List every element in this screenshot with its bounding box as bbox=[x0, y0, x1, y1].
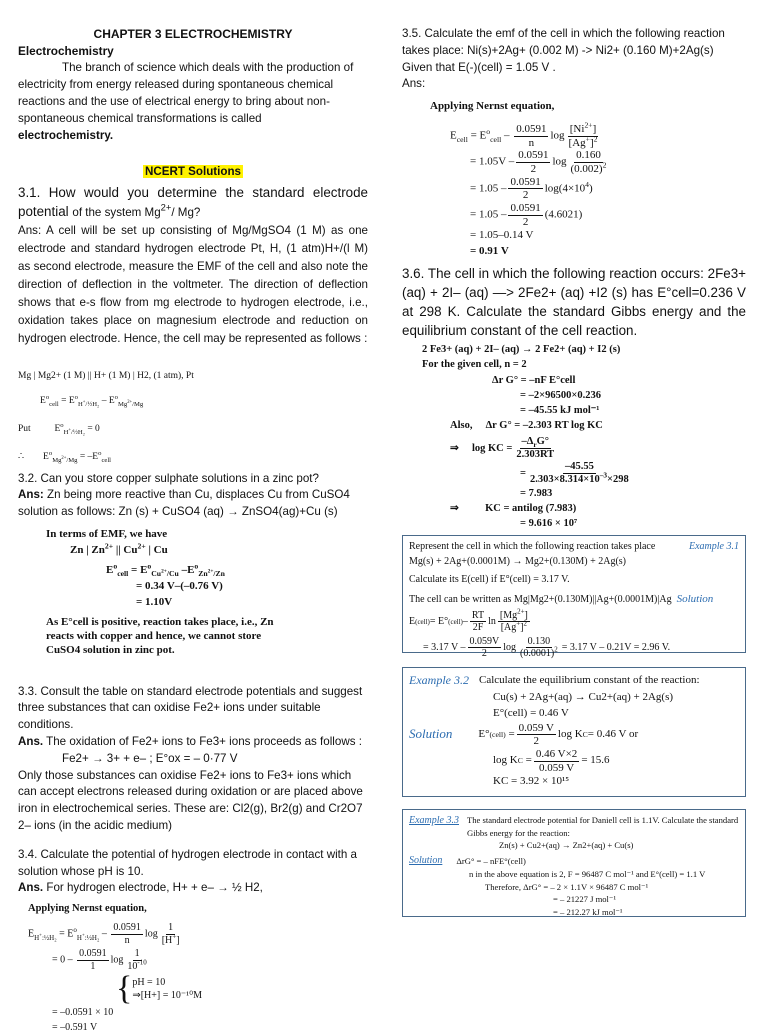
ex33-reaction: Zn(s) + Cu2+(aq) → Zn2+(aq) + Cu(s) bbox=[499, 840, 634, 851]
q36-k-val: = 7.983 bbox=[520, 487, 553, 499]
q32-answer: Ans: Zn being more reactive than Cu, displaces Cu from CuSO4 solution as follows: Zn (s) + CuSO4 (aq) → ZnSO4(ag)+Cu (s) bbox=[18, 488, 350, 519]
ex33-tag: Example 3.3 bbox=[409, 815, 459, 827]
q34-nernst: Applying Nernst equation, bbox=[28, 903, 147, 915]
ex32-reaction: Cu(s) + 2Ag+(aq) → Cu2+(aq) + 2Ag(s) bbox=[493, 690, 674, 703]
q36-g3: = –45.55 kJ mol⁻¹ bbox=[520, 405, 600, 417]
q36-g2: = –2×96500×0.236 bbox=[520, 389, 601, 401]
q31-answer: Ans: A cell will be set up consisting of Mg/MgSO4 (1 M) as one electrode and standard hydrogen electrode Pt, H, (1 atm)H+/(l M) as second electrode, measure the EMF of the cell and also note the direction of deflection in the voltmeter. The direction of deflection shows that e-s flow from mg electrode to hydrogen electrode, i.e., oxidation takes place on magnesium electrode and reduction on hydrogen electrode. Hence, the cell may be represented as follows : bbox=[18, 223, 368, 345]
ex31-nernst: E (cell) = E° (cell) – $\frac{RT}{2F}$ ln $\frac{[Mg^{2+}]}{[Ag^+]^2}$ bbox=[409, 607, 528, 634]
q35-eq4: = 1.05 – $\frac{0.0591}{2}$ (4.6021) bbox=[470, 201, 583, 228]
q32-cell: Zn | $Zn^{2+}$ || $Cu^{2+}$ | Cu bbox=[70, 541, 168, 556]
ex33-text: The standard electrode potential for Daniell cell is 1.1V. Calculate the standard Gibbs energy for the reaction: bbox=[467, 815, 739, 838]
ex32-line1: Solution E° (cell) = $\frac{0.059 V}{2}$ log K C = 0.46 V or bbox=[409, 721, 639, 748]
q32-question: 3.2. Can you store copper sulphate solutions in a zinc pot? bbox=[18, 471, 319, 485]
q34-step1: = –0.0591 × 10 bbox=[52, 1007, 114, 1019]
ex32-solution-tag: Solution bbox=[409, 726, 453, 742]
q35-ans: Ans: bbox=[402, 77, 426, 91]
q31-eq3: ∴ $E^o_{Mg^{2+}/Mg} = -E^o_{cell}$ bbox=[18, 449, 112, 464]
q35-eq2: = 1.05V – $\frac{0.0591}{2}$ log $\frac{0.160}{(0.002)^2}$ bbox=[470, 149, 607, 176]
q32-emf-final: = 1.10V bbox=[136, 595, 173, 608]
q34-ph-block: { pH = 10 ⇒[H+] = 10⁻¹⁰M bbox=[116, 970, 203, 1008]
ex31-reaction: Mg(s) + 2Ag+(0.0001M) → Mg2+(0.130M) + 2Ag(s) bbox=[409, 555, 626, 567]
example-3-1-box bbox=[402, 535, 746, 660]
ex32-tag: Example 3.2 bbox=[409, 673, 469, 688]
ex31-final: = 3.17 V – $\frac{0.059V}{2}$ log $\frac{0.130}{(0.0001)^2}$ = 3.17 V – 0.21V = 2.96 V. bbox=[423, 635, 671, 660]
q36-n: For the given cell, n = 2 bbox=[422, 359, 527, 371]
ncert-label: NCERT Solutions bbox=[145, 165, 241, 179]
q33-answer: Ans. The oxidation of Fe2+ ions to Fe3+ ions proceeds as follows : bbox=[18, 734, 362, 748]
q34-eq1: $E_{H^+:\frac{1}{2}H_2} = E^o_{H^+:\frac{1}{2}H_2}$ – $\frac{0.0591}{n}$ log $\frac{1}{[H^+]}$ bbox=[28, 922, 180, 946]
ex33-n: n in the above equation is 2, F = 96487 C mol⁻¹ and E°(cell) = 1.1 V bbox=[469, 869, 706, 880]
right-column bbox=[402, 0, 746, 917]
ex33-t3: = – 212.27 kJ mol⁻¹ bbox=[553, 906, 623, 917]
q36-k-anti: ⇒ KC = antilog (7.983) bbox=[450, 503, 577, 515]
q34-h: ⇒[H+] = 10⁻¹⁰M bbox=[132, 990, 203, 1002]
q34-step2: = –0.591 V bbox=[52, 1021, 98, 1033]
q35-eq5: = 1.05–0.14 V bbox=[470, 229, 534, 242]
ex31-text: Represent the cell in which the following reaction takes place bbox=[409, 541, 656, 553]
ex31-cell: The cell can be written as Mg|Mg2+(0.130M)||Ag+(0.0001M)|Ag Solution bbox=[409, 592, 739, 608]
q31-eq1: $E^o_{cell} = E^o_{H^+/\frac{1}{2}H_2} - E^o_{Mg^{2+}/Mg}$ bbox=[40, 394, 144, 409]
ex31-solution-tag: Solution bbox=[676, 592, 714, 605]
q35-eq1: $E_{cell} = E^o_{cell}$ – $\frac{0.0591}{n}$ log $\frac{[Ni^{2+}]}{[Ag^+]^2}$ bbox=[450, 120, 598, 149]
ex31-calc: Calculate its E(cell) if E°(cell) = 3.17 V. bbox=[409, 574, 570, 586]
q36-k2: = $\frac{-45.55}{2.303\times 8.314\times 10^{-3}\times 298}$ bbox=[520, 460, 629, 485]
q36-g4: Also, Δr G° = –2.303 RT log KC bbox=[450, 420, 603, 432]
q35-question: 3.5. Calculate the emf of the cell in which the following reaction takes place: Ni(s)+2Ag+ (0.002 M) -> Ni2+ (0.160 M)+2Ag(s) Given that E(-)(cell) = 1.05 V . bbox=[402, 27, 725, 74]
intro-heading: Electrochemistry bbox=[18, 44, 114, 59]
q32-conclusion: As E°cell is positive, reaction takes place, i.e., Zn reacts with copper and hence, we cannot store CuSO4 solution in zinc pot. bbox=[46, 615, 274, 657]
ex33-solution-tag: Solution bbox=[409, 854, 443, 866]
ex32-text: Calculate the equilibrium constant of the reaction: bbox=[478, 674, 700, 687]
q36-k-final: = 9.616 × 10⁷ bbox=[520, 518, 578, 530]
q31-eq2: Put $E^o_{H^+/\frac{1}{2}H_2} = 0$ bbox=[18, 421, 100, 436]
example-3-2-box bbox=[402, 667, 746, 797]
q36-g1: Δr G° = –nF E°cell bbox=[492, 374, 576, 386]
q36-question: 3.6. The cell in which the following reaction occurs: 2Fe3+ (aq) + 2I– (aq) —> 2Fe2+ (aq) +I2 (s) has E°cell=0.236 V at 298 K. Calculate the standard Gibbs energy and the equilibrium constant of the cell reaction. bbox=[402, 266, 746, 339]
q35-eq6: = 0.91 V bbox=[470, 245, 509, 258]
ex33-t1: Therefore, ΔrG° = – 2 × 1.1V × 96487 C mol⁻¹ bbox=[485, 881, 649, 892]
q35-eq3: = 1.05 – $\frac{0.0591}{2}$ $\log(4\times 10^4)$ bbox=[470, 175, 593, 202]
ex33-line1: Solution ΔrG° = – nFE°(cell) bbox=[409, 854, 739, 869]
q35-nernst: Applying Nernst equation, bbox=[430, 100, 555, 113]
q34-question: 3.4. Calculate the potential of hydrogen electrode in contact with a solution whose pH is 10. bbox=[18, 847, 358, 878]
ex32-e: E°(cell) = 0.46 V bbox=[493, 706, 569, 719]
q33-answer-2: Only those substances can oxidise Fe2+ ions to Fe3+ ions which can accept electrons released during oxidation or are placed above iron in electrochemical series. These are: Cl2(g), Br2(g) and Cr2O7 2– ions (in the acidic medium) bbox=[18, 768, 363, 832]
q36-reaction: 2 Fe3+ (aq) + 2I– (aq) → 2 Fe2+ (aq) + I2 (s) bbox=[422, 344, 621, 356]
example-3-3-box bbox=[402, 809, 746, 917]
q33-question: 3.3. Consult the table on standard electrode potentials and suggest three substances that can oxidise Fe2+ ions under suitable conditions. bbox=[18, 684, 363, 732]
q31-question: 3.1. How would you determine the standard electrode potential of the system $Mg^{2+}/$ Mg? bbox=[18, 185, 368, 220]
left-column bbox=[18, 0, 368, 1035]
q34-answer: Ans. For hydrogen electrode, H+ + e– → ½ H2, bbox=[18, 881, 263, 895]
ex33-t2: = – 21227 J mol⁻¹ bbox=[553, 894, 617, 905]
intro-paragraph: The branch of science which deals with the production of electricity from energy released during spontaneous chemical reactions and the use of electrical energy to bring about non-spontaneous chemical transformations is called electrochemistry. bbox=[18, 61, 354, 142]
chapter-title: CHAPTER 3 ELECTROCHEMISTRY bbox=[93, 27, 293, 41]
q32-emf-result: = 0.34 V–(–0.76 V) bbox=[136, 579, 223, 592]
q31-cell-notation: Mg | Mg2+ (1 M) || H+ (1 M) | H2, (1 atm), Pt bbox=[18, 370, 194, 381]
q34-ph: pH = 10 bbox=[132, 976, 166, 988]
q34-eq2: = 0 – $\frac{0.0591}{1}$ log $\frac{1}{10^{-10}}$ bbox=[52, 948, 147, 972]
q33-reaction: Fe2+ → 3+ + e– ; E°ox = – 0·77 V bbox=[62, 751, 238, 765]
q36-k1: ⇒ log KC = $\frac{-\Delta_rG^\circ}{2.303RT}$ bbox=[450, 435, 555, 460]
ex32-line2: log K C = $\frac{0.46 V\times 2}{0.059 V}$ = 15.6 bbox=[493, 748, 610, 774]
q32-eq: $E^o_{cell} = E^o_{Cu^{2+}/Cu}$ $-E^o_{Zn^{2+}/Zn}$ bbox=[106, 561, 225, 579]
intro-term: electrochemistry. bbox=[18, 128, 114, 142]
ex31-tag: Example 3.1 bbox=[689, 541, 739, 553]
ex32-line3: KC = 3.92 × 10¹⁵ bbox=[493, 775, 570, 788]
q32-emf-intro: In terms of EMF, we have bbox=[46, 527, 168, 540]
